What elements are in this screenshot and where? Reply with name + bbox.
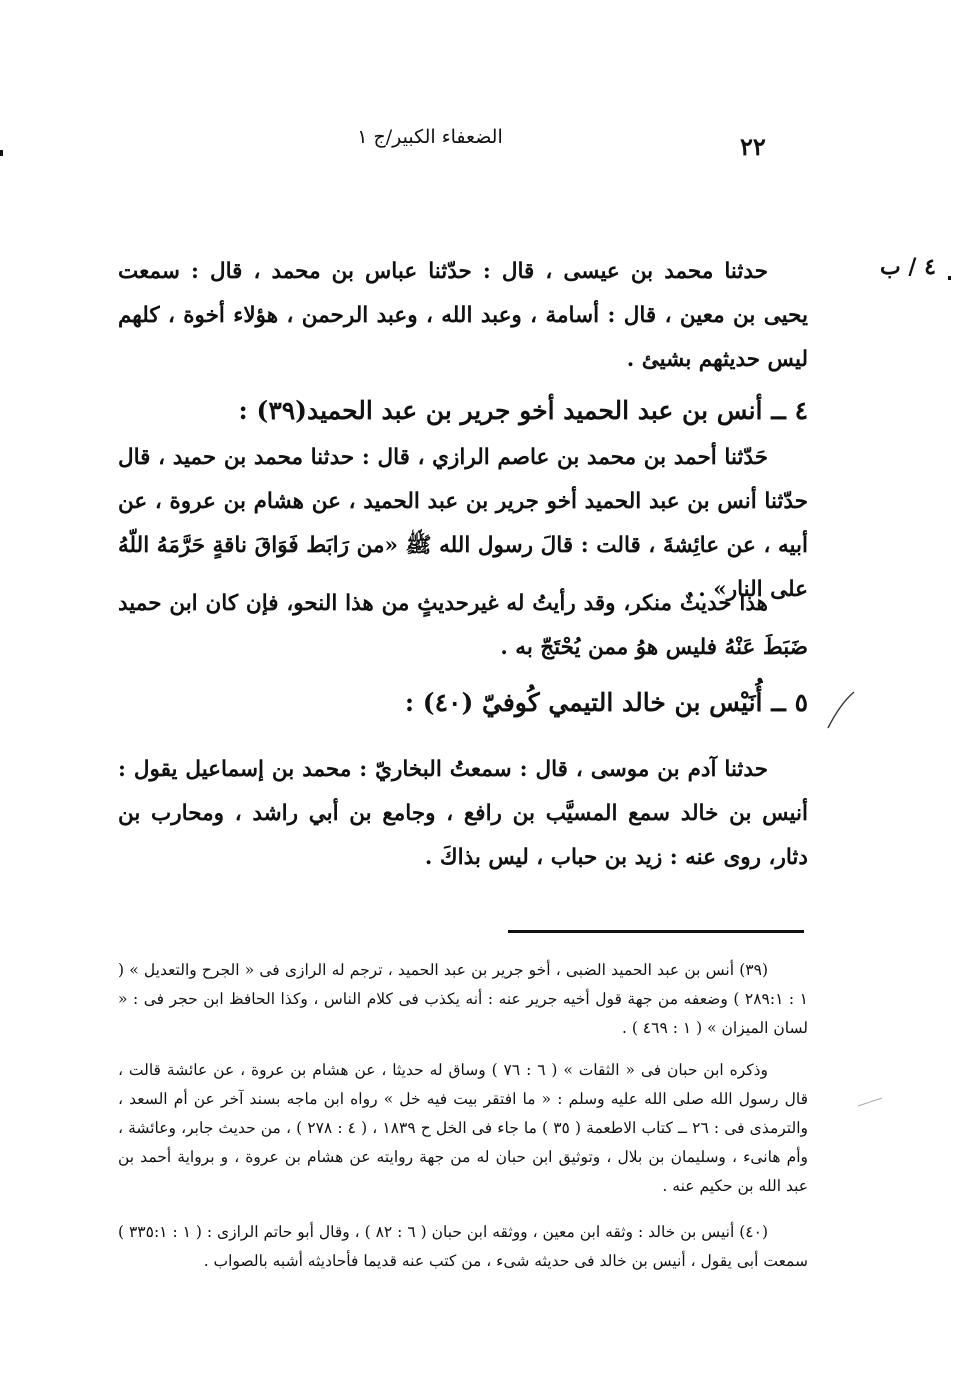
left-margin-mark (0, 150, 3, 156)
opening-paragraph: حدثنا محمد بن عيسى ، قال : حدّثنا عباس بن محمد ، قال : سمعت يحيى بن معين ، قال : أسامة ، وعبد الله ، وعبد الرحمن ، هؤلاء أخوة ، كلهم ليس حديثهم بشيئ . (118, 259, 808, 372)
entry-5-paragraph: حدثنا آدم بن موسى ، قال : سمعتُ البخاريّ : محمد بن إسماعيل يقول : أنيس بن خالد سمع المسيَّب بن رافع ، وجامع بن أبي راشد ، ومحارب بن دثار، روى عنه : زيد بن حباب ، ليس بذاكَ . (118, 757, 808, 870)
right-margin-mark (948, 276, 951, 280)
entry-4-heading: ٤ ــ أنس بن عبد الحميد أخو جرير بن عبد الحميد(٣٩) : (238, 396, 808, 425)
footnote-40: (٤٠) أنيس بن خالد : وثقه ابن معين ، ووثقه ابن حبان ( ٦ : ٨٢ ) ، وقال أبو حاتم الرازى : ( ١ : ٣٣٥:١ ) سمعت أبى يقول ، أنيس بن خالد فى حديثه شىء ، من كتب عنه قديما فأحاديثه أشبه بالصواب . (118, 1223, 808, 1270)
running-title: الضعفاء الكبير/ج ١ (357, 126, 503, 148)
entry-4-comment-paragraph: هذا حديثٌ منكر، وقد رأيتُ له غيرحديثٍ من هذا النحو، فإن كان ابن حميد ضَبَطَ عَنْهُ فليس هوُ ممن يُحْتَجّ به . (118, 591, 808, 660)
footnote-separator-rule (508, 930, 804, 933)
margin-slash-mark (824, 690, 856, 730)
margin-scratch-mark (856, 1096, 884, 1108)
page-number: ٢٢ (740, 132, 766, 161)
entry-5-heading: ٥ ــ أُنَيْس بن خالد التيمي كُوفيّ (٤٠) : (404, 688, 808, 717)
folio-reference: ٤ / ب (880, 254, 936, 280)
entry-4-hadith-paragraph: حَدّثنا أحمد بن محمد بن عاصم الرازي ، قال : حدثنا محمد بن حميد ، قال حدّثنا أنس بن عبد الحميد أخو جرير بن عبد الحميد ، عن هشام بن عروة ، عن أبيه ، عن عائِشةَ ، قالت : قالَ رسول الله ﷺ «من رَابَط فَوَاقَ ناقةٍ حَرَّمَهُ اللّهُ على النار» . (118, 445, 808, 602)
footnote-39: (٣٩) أنس بن عبد الحميد الضبى ، أخو جرير بن عبد الحميد ، ترجم له الرازى فى « الجرح والتعديل » ( ١ : ٢٨٩:١ ) وضعفه من جهة قول أخيه جرير عنه : أنه يكذب فى كلام الناس ، وكذا الحافظ ابن حجر فى : « لسان الميزان » ( ١ : ٤٦٩ ) . (118, 961, 808, 1037)
footnote-39-continuation: وذكره ابن حبان فى « الثقات » ( ٦ : ٧٦ ) وساق له حديثا ، عن هشام بن عروة ، عن عائشة قالت ، قال رسول الله صلى الله عليه وسلم : « ما افتقر بيت فيه خل » رواه ابن ماجه بسند آخر عن أم السعد ، والترمذى فى : ٢٦ ــ كتاب الاطعمة ( ٣٥ ) ما جاء فى الخل ح ١٨٣٩ ، ( ٤ : ٢٧٨ ) ، من حديث جابر، وعائشة ، وأم هانىء ، وسليمان بن بلال ، وتوثيق ابن حبان له من جهة روايته عن هشام بن عروة ، و برواية أحمد بن عبد الله بن حكيم عنه . (118, 1061, 808, 1195)
